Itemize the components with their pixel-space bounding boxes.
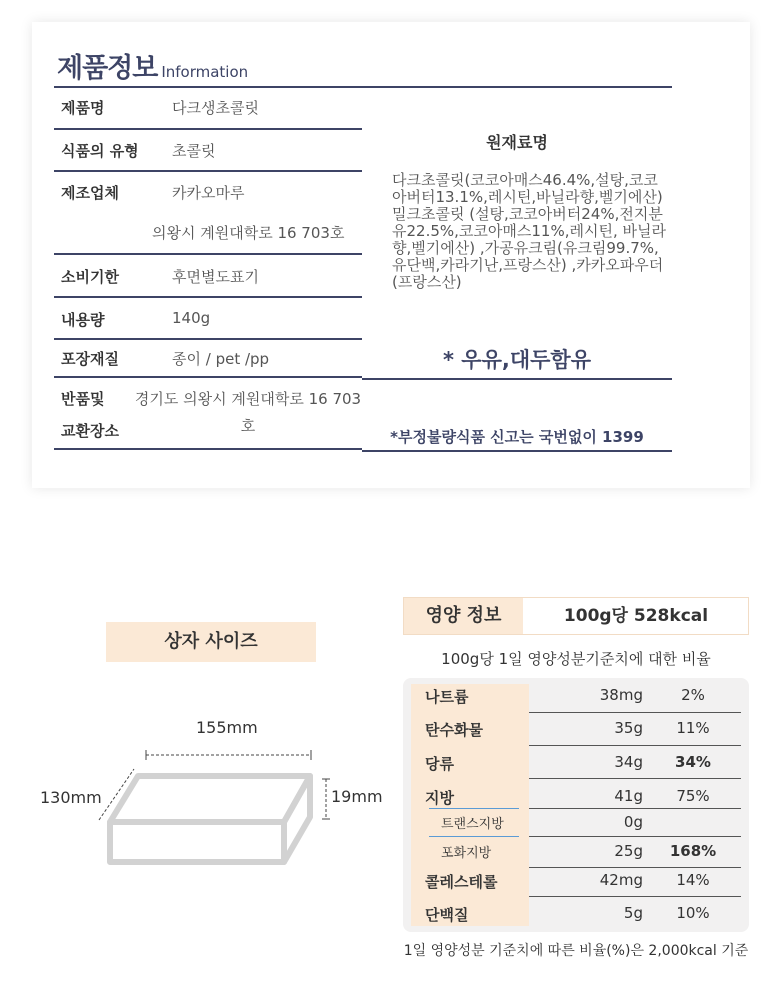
nutrient-amount: 41g [614,787,643,805]
value-food-type: 초콜릿 [172,142,216,160]
row-product-name [54,86,362,130]
nutrient-label: 트랜스지방 [441,817,504,832]
nutrient-label: 나트륨 [425,688,469,706]
nutrient-amount: 38mg [599,686,643,704]
row-expiry [54,255,362,298]
nutrient-amount: 34g [614,753,643,771]
nutrient-amount: 0g [623,813,643,831]
box-height-label: 19mm [331,787,383,806]
label-product-name: 제품명 [61,99,105,117]
nutrient-percent: 75% [676,787,710,805]
product-info-table [54,86,362,450]
value-manufacturer-address: 의왕시 계원대학로 16 703호 [152,224,345,242]
nutrition-calories: 100g당 528kcal [563,606,709,626]
value-expiry: 후면별도표기 [172,268,259,286]
label-expiry: 소비기한 [61,268,119,286]
value-manufacturer: 카카오마루 [172,184,245,202]
nutrient-amount: 42mg [599,871,643,889]
value-product-name: 다크생초콜릿 [172,99,259,117]
nutrition-divider [529,745,741,746]
box-top-face [110,776,310,822]
nutrition-divider [529,836,741,837]
label-packaging: 포장재질 [61,350,119,368]
row-packaging [54,340,362,378]
row-return-place [54,378,362,450]
nutrient-label: 단백질 [425,906,469,924]
nutrition-subtitle: 100g당 1일 영양성분기준치에 대한 비율 [441,650,711,668]
box-front-face [110,822,284,862]
product-info-card [32,22,750,488]
ingredients-panel [362,86,672,472]
nutrient-label: 지방 [425,789,454,807]
box-side-face [284,776,310,862]
box-size-title: 상자 사이즈 [106,622,316,662]
nutrient-label: 탄수화물 [425,721,483,739]
nutrient-amount: 5g [623,904,643,922]
ingredients-title: 원재료명 [486,133,548,152]
product-info-title [57,46,248,85]
nutrient-label: 포화지방 [441,846,492,861]
title-korean: 제품정보 [57,53,158,84]
box-width-label: 155mm [196,718,258,737]
title-english: Information [161,63,249,81]
nutrient-percent: 10% [676,904,710,922]
nutrient-label: 당류 [425,755,454,773]
divider-middle [362,378,672,380]
label-net-weight: 내용량 [61,311,105,329]
box-diagram [90,745,330,870]
label-manufacturer: 제조업체 [61,184,119,202]
nutrition-title: 영양 정보 [404,598,523,634]
box-depth-label: 130mm [40,788,102,807]
row-net-weight [54,298,362,340]
nutrition-divider [529,712,741,713]
nutrition-divider [529,867,741,868]
value-return-place: 경기도 의왕시 계원대학로 16 703호 [134,390,362,435]
row-manufacturer [54,172,362,255]
ingredients-text: 다크초콜릿(코코아매스46.4%,설탕,코코아버터13.1%,레시틴,바닐라향,벨기에산) 밀크초콜릿 (설탕,코코아버터24%,전지분유22.5%,코코아매스11%,레시틴, 바닐라향,벨기에산) ,가공유크림(유크림99.7%,유단백,카라기난,프랑스산) ,카카오파우더(프랑스산) [392,171,666,291]
nutrient-percent: 168% [669,842,717,860]
allergy-notice: * 우유,대두함유 [443,348,591,372]
nutrition-header [403,597,749,635]
nutrient-percent: 14% [676,871,710,889]
nutrition-table [403,678,749,932]
nutrition-divider [529,896,741,897]
nutrition-sub-divider [429,836,519,837]
nutrition-footnote: 1일 영양성분 기준치에 따른 비율(%)은 2,000kcal 기준 [403,943,749,959]
label-food-type: 식품의 유형 [61,142,139,160]
nutrition-divider [529,808,741,809]
divider-bottom [362,450,672,452]
divider-top [362,86,672,88]
value-packaging: 종이 / pet /pp [172,350,270,368]
nutrient-amount: 35g [614,719,643,737]
nutrition-sub-divider [429,808,519,809]
label-return-place-2: 교환장소 [61,422,119,440]
nutrition-divider [529,778,741,779]
value-net-weight: 140g [172,309,211,327]
nutrient-percent: 2% [681,686,705,704]
nutrient-percent: 34% [675,753,711,771]
nutrient-percent: 11% [676,719,710,737]
nutrient-amount: 25g [614,842,643,860]
label-return-place: 반품및 [61,390,105,408]
report-notice: *부정불량식품 신고는 국번없이 1399 [390,428,644,446]
nutrient-label: 콜레스테롤 [425,873,498,891]
row-food-type [54,130,362,172]
